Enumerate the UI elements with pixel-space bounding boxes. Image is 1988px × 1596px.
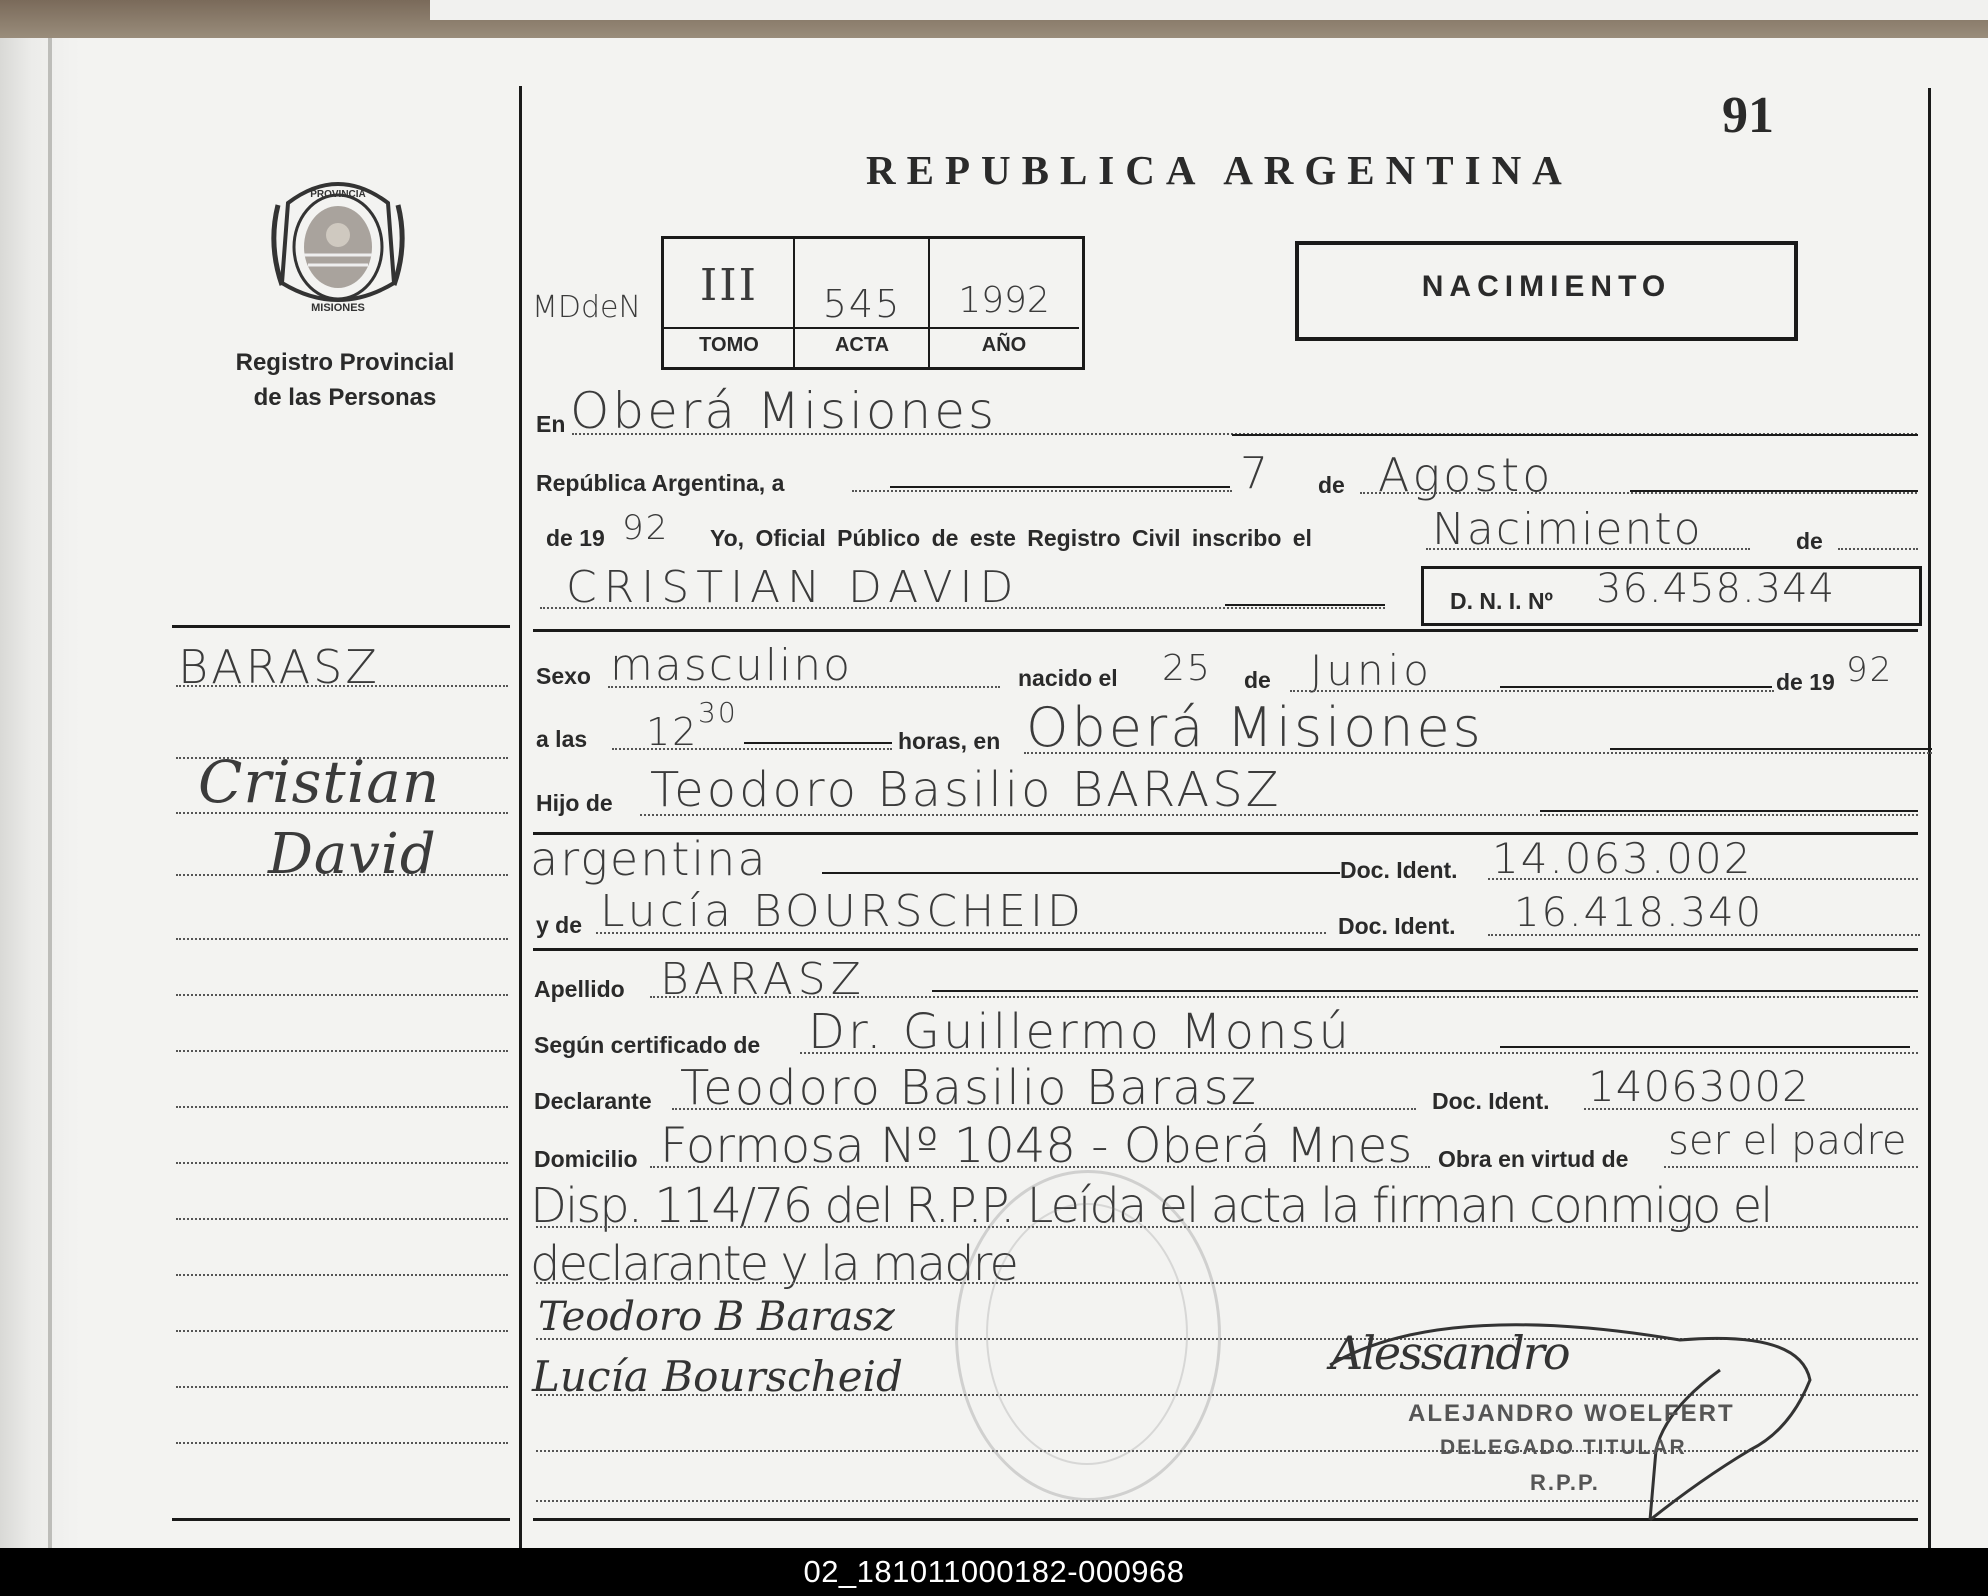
label-apellido: Apellido — [534, 976, 625, 1002]
fill-rule — [744, 742, 892, 744]
value-birth-place: Oberá Misiones — [1026, 696, 1484, 759]
father-signature: Teodoro B Barasz — [538, 1294, 895, 1340]
value-doc-declarante: 14063002 — [1588, 1062, 1810, 1111]
line-domicilio — [650, 1166, 1430, 1168]
label-en: En — [536, 411, 566, 437]
label-de: de — [1318, 472, 1345, 498]
line-child — [540, 607, 1385, 609]
value-father: Teodoro Basilio BARASZ — [650, 762, 1282, 818]
value-minute: 30 — [698, 696, 738, 729]
fill-rule — [1630, 490, 1918, 492]
margin-line — [176, 1274, 508, 1276]
seal-text-top: PROVINCIA — [310, 189, 366, 200]
fill-rule — [1540, 810, 1918, 812]
label-segun: Según certificado de — [534, 1032, 761, 1058]
ano-label: AÑO — [981, 334, 1027, 356]
fill-rule — [890, 486, 1230, 488]
line-doc-father — [1488, 878, 1918, 880]
label-hijo: Hijo de — [536, 790, 613, 816]
margin-bottom-rule — [172, 1518, 510, 1521]
office-code: MDdeN — [532, 290, 641, 325]
tomo-value: III — [699, 260, 759, 311]
value-birth-day: 25 — [1162, 648, 1212, 689]
value-domicilio: Formosa Nº 1048 - Oberá Mnes — [660, 1118, 1413, 1174]
scan-footer — [0, 1548, 1988, 1596]
fill-rule — [1225, 604, 1385, 606]
margin-line — [176, 1442, 508, 1444]
margin-line — [176, 938, 508, 940]
label-yo: Yo, Oficial Público de este Registro Civil inscribo el — [710, 525, 1312, 551]
line-doc-mother — [1488, 934, 1920, 936]
line-apellido — [650, 996, 1918, 998]
value-doctor: Dr. Guillermo Monsú — [808, 1004, 1352, 1060]
value-birth-year: 92 — [1846, 650, 1894, 690]
value-act-kind: Nacimiento — [1432, 504, 1703, 555]
value-hour: 12 — [646, 710, 699, 754]
value-doc-mother: 16.418.340 — [1514, 890, 1764, 936]
margin-line — [176, 994, 508, 996]
margin-line — [176, 1106, 508, 1108]
value-nationality: argentina — [530, 832, 768, 886]
seal-text-bottom: MISIONES — [311, 302, 365, 314]
ano-value: 1992 — [958, 280, 1050, 321]
registry-name-line2: de las Personas — [253, 384, 437, 411]
label-de-end: de — [1796, 528, 1823, 554]
record-type: NACIMIENTO — [1421, 270, 1672, 303]
margin-surname: BARASZ — [178, 640, 380, 694]
acta-label: ACTA — [834, 334, 890, 356]
value-doc-father: 14.063.002 — [1492, 834, 1753, 883]
value-month: Agosto — [1378, 448, 1554, 502]
acta-value: 545 — [822, 282, 902, 326]
line-doctor — [800, 1052, 1918, 1054]
provincial-coat-of-arms-seal — [268, 165, 408, 320]
value-apellido: BARASZ — [660, 954, 866, 1005]
label-birth-de: de — [1244, 667, 1271, 693]
label-sexo: Sexo — [536, 663, 591, 689]
margin-line — [176, 812, 508, 814]
fill-rule — [822, 872, 1340, 874]
label-domicilio: Domicilio — [534, 1146, 638, 1172]
value-day: 7 — [1240, 448, 1270, 499]
label-yde: y de — [536, 912, 583, 938]
fill-rule — [932, 990, 1918, 992]
margin-line — [176, 1218, 508, 1220]
value-place: Oberá Misiones — [570, 382, 998, 440]
section-rule — [533, 629, 1918, 632]
folio-number: 91 — [1722, 87, 1774, 144]
line-day — [852, 490, 1232, 492]
margin-line — [176, 1386, 508, 1388]
official-signature: Alessandro — [1330, 1326, 1569, 1380]
value-declarante: Teodoro Basilio Barasz — [680, 1060, 1258, 1116]
margin-line — [176, 685, 508, 687]
fill-rule — [1610, 748, 1932, 750]
line-birth-place — [1024, 752, 1932, 754]
label-alas: a las — [536, 726, 588, 752]
line-end — [1838, 548, 1918, 550]
tomo-label: TOMO — [699, 334, 759, 356]
fill-rule — [1500, 1046, 1910, 1048]
label-doc-father: Doc. Ident. — [1340, 857, 1458, 883]
line-act — [1426, 548, 1750, 550]
page-title: REPUBLICA ARGENTINA — [866, 147, 1573, 193]
right-border — [1928, 88, 1931, 1548]
book-gutter — [0, 38, 80, 1548]
label-dni: D. N. I. Nº — [1450, 588, 1553, 614]
label-birth-de19: de 19 — [1776, 669, 1835, 695]
label-de19: de 19 — [546, 525, 605, 551]
label-horas: horas, en — [898, 728, 1001, 754]
value-child-name: CRISTIAN DAVID — [566, 562, 1021, 613]
line-doc-declarante — [1584, 1108, 1918, 1110]
value-mother: Lucía BOURSCHEID — [600, 886, 1085, 937]
fill-rule — [1500, 686, 1772, 688]
book-spine — [48, 38, 52, 1548]
section-rule — [533, 948, 1918, 951]
margin-line — [176, 757, 508, 759]
line-hour — [612, 748, 892, 750]
margin-line — [176, 1330, 508, 1332]
line-declarante — [672, 1108, 1416, 1110]
line-remarks — [536, 1282, 1918, 1284]
margin-line — [176, 874, 508, 876]
margin-given-1: Cristian — [198, 748, 441, 816]
label-republica: República Argentina, a — [536, 470, 785, 496]
label-doc-mother: Doc. Ident. — [1338, 913, 1456, 939]
label-declarante: Declarante — [534, 1088, 652, 1114]
registry-round-stamp — [955, 1170, 1221, 1501]
ref-underline — [664, 327, 1079, 329]
value-year: 92 — [622, 508, 670, 548]
value-sexo: masculino — [610, 640, 853, 691]
line-father — [640, 814, 1918, 816]
value-dni: 36.458.344 — [1596, 566, 1836, 612]
official-stamp-title: DELEGADO TITULAR — [1440, 1436, 1687, 1459]
scan-id: 02_181011000182-000968 — [803, 1554, 1185, 1589]
line-month2 — [1290, 690, 1774, 692]
line-mother — [596, 932, 1326, 934]
margin-line — [176, 1162, 508, 1164]
mother-signature: Lucía Bourscheid — [532, 1352, 903, 1401]
margin-top-rule — [172, 625, 510, 628]
line-sexo — [608, 686, 1000, 688]
label-nacido: nacido el — [1018, 665, 1118, 691]
line-obra — [1664, 1166, 1918, 1168]
margin-given-2: David — [268, 822, 437, 887]
line-remarks — [536, 1226, 1918, 1228]
official-stamp-office: R.P.P. — [1530, 1470, 1600, 1495]
fill-rule — [1232, 434, 1918, 436]
value-obra: ser el padre — [1668, 1118, 1907, 1164]
margin-line — [176, 1050, 508, 1052]
label-obra: Obra en virtud de — [1438, 1146, 1629, 1172]
value-remarks-1: Disp. 114/76 del R.P.P. Leída el acta la firman conmigo el — [530, 1178, 1772, 1234]
label-doc-declarante: Doc. Ident. — [1432, 1088, 1550, 1114]
official-stamp-name: ALEJANDRO WOELFERT — [1408, 1400, 1735, 1427]
value-remarks-2: declarante y la madre — [530, 1236, 1017, 1292]
value-birth-month: Junio — [1310, 646, 1433, 695]
column-divider — [519, 86, 522, 1548]
registry-name-line1: Registro Provincial — [235, 349, 455, 376]
line-month — [1360, 492, 1917, 494]
